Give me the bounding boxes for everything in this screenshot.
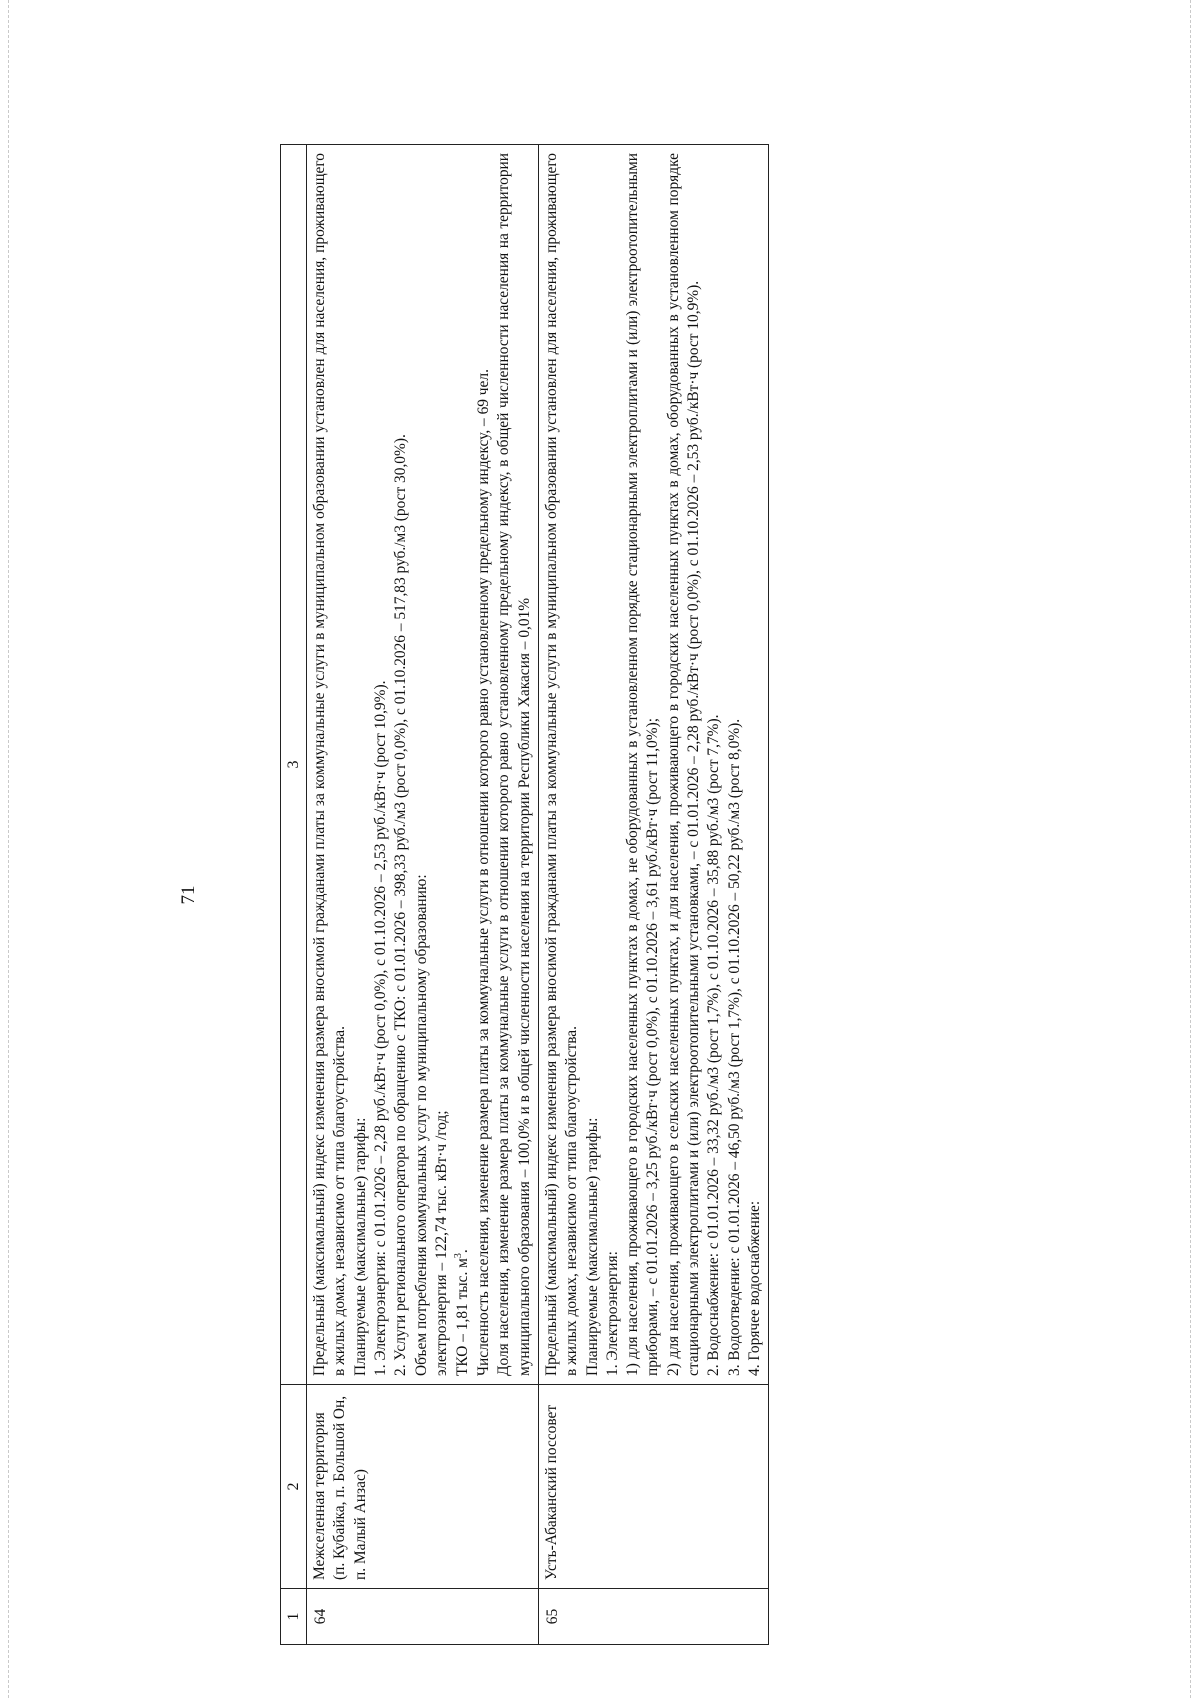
text-line: 2. Услуги регионального оператора по обращению с ТКО: с 01.01.2026 – 398,33 руб./м3 (рост 0,0%), с 01.10.2026 – 517,83 руб./м3 (рост 30,0%).	[392, 434, 410, 1376]
column-header-3: 3	[281, 145, 307, 1385]
scan-edge-left	[8, 0, 9, 1698]
row-description	[307, 145, 539, 1385]
text-line: ТКО – 1,81 тыс. $м^3$.	[453, 1249, 472, 1376]
text-line: 1) для населения, проживающего в городских населенных пунктах в домах, не оборудованных в установленном порядке стационарными электроплитами и (или) электроотопительными приборами, – с 01.01.2026 – 3,25 руб./кВт·ч (рост 0,0%), с 01.10.2026 – 3,61 руб./кВт·ч (рост 11,0%);	[624, 153, 662, 1376]
table-row	[307, 145, 539, 1645]
row-number: 64	[307, 1589, 539, 1645]
column-header-1: 1	[281, 1589, 307, 1645]
tko-volume: ТКО – 1,81 тыс. м	[454, 1258, 472, 1376]
text-line: Численность населения, изменение размера платы за коммунальные услуги в отношении которого равно установленному предельному индексу, – 69 чел.	[474, 369, 492, 1376]
municipality-name: Межселенная территория (п. Кубайка, п. Большой Он, п. Малый Анзас)	[307, 1385, 539, 1589]
column-header-2: 2	[281, 1385, 307, 1589]
tariff-table	[280, 144, 769, 1645]
scan-edge-right	[1190, 0, 1191, 1698]
text-line: Планируемые (максимальные) тарифы:	[583, 1117, 601, 1376]
superscript: 3	[453, 1253, 465, 1259]
text-line: 1. Электроэнергия: с 01.01.2026 – 2,28 руб./кВт·ч (рост 0,0%), с 01.10.2026 – 2,53 руб./кВт·ч (рост 10,9%).	[372, 680, 390, 1376]
text-line: Доля населения, изменение размера платы за коммунальные услуги в отношении которого равно установленному предельному индексу, в общей численности населения на территории муниципального образования – 100,0% и в общей численности населения на территории Республики Хакасия – 0,01%	[495, 153, 533, 1376]
row-number: 65	[538, 1589, 769, 1645]
text-line: 2) для населения, проживающего в сельских населенных пунктах, и для населения, проживающего в городских населенных пунктах в домах, оборудованных в установленном порядке стационарными электроплитами и (или) электроотопительными установками, – с 01.01.2026 – 2,28 руб./кВт·ч (рост 0,0%), с 01.10.2026 – 2,53 руб./кВт·ч (рост 10,9%).	[664, 153, 703, 1376]
table-row	[538, 145, 769, 1645]
text-line: 3. Водоотведение: с 01.01.2026 – 46,50 руб./м3 (рост 1,7%), с 01.10.2026 – 50,22 руб./м3 (рост 8,0%).	[725, 718, 743, 1376]
text-line: Предельный (максимальный) индекс изменения размера вносимой гражданами платы за коммунальные услуги в муниципальном образовании установлен для населения, проживающего в жилых домах, независимо от типа благоустройства.	[542, 153, 581, 1376]
rotated-page	[180, 145, 1000, 1645]
table-header-row	[281, 145, 307, 1645]
text-line: Объем потребления коммунальных услуг по муниципальному образованию:	[412, 874, 430, 1376]
text-line: Предельный (максимальный) индекс изменения размера вносимой гражданами платы за коммунальные услуги в муниципальном образовании установлен для населения, проживающего в жилых домах, независимо от типа благоустройства.	[311, 153, 349, 1376]
row-description	[538, 145, 769, 1385]
text-line: 1. Электроэнергия:	[603, 1251, 621, 1376]
text-line: 4. Горячее водоснабжение:	[746, 1200, 764, 1376]
text-line: Планируемые (максимальные) тарифы:	[351, 1117, 369, 1376]
text-line: 2. Водоснабжение: с 01.01.2026 – 33,32 руб./м3 (рост 1,7%), с 01.10.2026 – 35,88 руб./м3 (рост 7,7%).	[705, 714, 723, 1376]
page-number: 71	[178, 885, 199, 905]
municipality-name: Усть-Абаканский поссовет	[538, 1385, 769, 1589]
text-line: электроэнергия – 122,74 тыс. кВт·ч /год;	[433, 1110, 451, 1376]
